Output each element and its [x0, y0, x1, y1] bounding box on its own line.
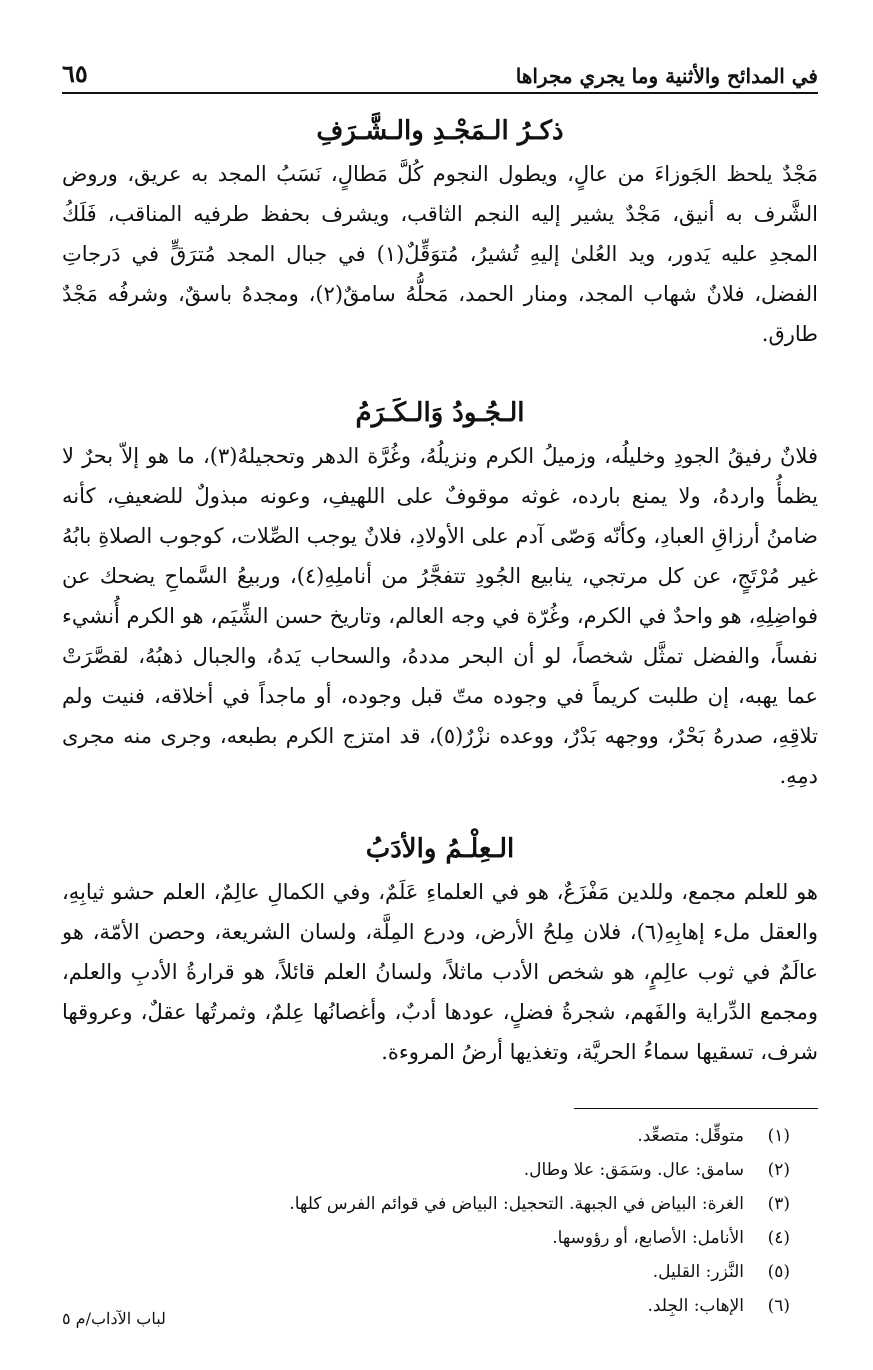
page-number: ٦٥ — [62, 59, 88, 88]
footnote-number: (٥) — [767, 1262, 790, 1282]
section-heading-generosity: الـجُـودُ وَالـكَـرَمُ — [355, 398, 525, 428]
footnote-number: (٣) — [767, 1194, 790, 1214]
section-paragraph-knowledge: هو للعلم مجمع، وللدين مَفْزَعٌ، هو في العلماءِ عَلَمٌ، وفي الكمالِ عالِمٌ، العلم حشو ثيابِهِ، والعقل ملء إهابِهِ(٦)، فلان مِلحُ الأرض، ودرع المِلَّة، ولسان الشريعة، وحصن الأمّة، هو عالَمٌ في ثوب عالِمٍ، هو شخص الأدب ماثلاً، ولسانُ العلم قائلاً، هو قرارةُ الأدبِ والعلم، ومجمع الدِّراية والفَهم، شجرةُ فضلٍ، عودها أدبٌ، وأغصانُها عِلمٌ، وثمرتُها عقلٌ، وعروقها شرف، تسقيها سماءُ الحريَّة، وتغذيها أرضُ المروءة. — [62, 880, 818, 1064]
footnote-number: (١) — [767, 1126, 790, 1146]
section-paragraph-generosity: فلانٌ رفيقُ الجودِ وخليلُه، وزميلُ الكرم ونزيلُهُ، وغُرَّة الدهر وتحجيلهُ(٣)، ما هو إلاّ بحرٌ لا يظمأُ واردهُ، ولا يمنع بارده، غوثه موقوفٌ على اللهيفِ، وعونه مبذولٌ للضعيفِ، كأنه ضامنُ أرزاقِ العبادِ، وكأنّه وَصّى آدم على الأولادِ، فلانٌ يوجب الصِّلات، كوجوب الصلاةِ بابُهُ غير مُرْتَجٍ، عن كل مرتجي، ينابيع الجُودِ تتفجَّرُ من أناملِهِ(٤)، وربيعُ السَّماحِ يضحك عن فواضِلِهِ، هو واحدٌ في الكرم، وغُرّة في وجه العالم، وتاريخ حسن الشِّيَم، هو الكرم أُنشيء نفساً، والفضل تمثَّل شخصاً، لو أن البحر مددهُ، والسحاب يَدهُ، والجبال ذهبُهُ، لقصَّرَتْ عما يهبه، إن طلبت كريماً في وجوده متّ قبل وجوده، أو ماجداً في أخلاقه، فنيت ولم تلاقِهِ، صدرهُ بَحْرٌ، ووجهه بَدْرٌ، ووعده نزْرٌ(٥)، قد امتزج الكرم بطبعه، وجرى منه مجرى دمِهِ. — [62, 444, 819, 788]
footnote-text: الأنامل: الأصابع، أو رؤوسها. — [552, 1228, 744, 1248]
footnote-text: النَّزر: القليل. — [652, 1262, 744, 1282]
footnote-text: سامق: عال. وسَمَق: علا وطال. — [523, 1160, 744, 1180]
section-heading-knowledge: الـعِلْـمُ والأدَبُ — [365, 834, 515, 864]
footnote-item — [62, 1119, 818, 1153]
printer-signature: لباب الآداب/م ٥ — [62, 1309, 166, 1328]
section-paragraph-glory: مَجْدٌ يلحظ الجَوزاءَ من عالٍ، ويطول النجوم كُلَّ مَطالٍ، نَسَبُ المجد به عريق، وروض الشَّرف به أنيق، مَجْدٌ يشير إليه النجم الثاقب، ويشرف بحفظ طرفيه المناقب، فَلَكُ المجدِ عليه يَدور، ويد العُلىٰ إليهِ تُشيرُ، مُتوَقِّلٌ(١) في جبال المجد مُترَقٍّ في دَرجاتِ الفضل، فلانٌ شهاب المجد، ومنار الحمد، مَحلُّهُ سامقٌ(٢)، ومجدهُ باسقٌ، وشرفُه مَجْدٌ طارق. — [62, 162, 818, 346]
book-page — [62, 48, 818, 1348]
running-title: في المدائح والأثنية وما يجري مجراها — [515, 64, 818, 88]
footnote-number: (٦) — [767, 1296, 790, 1316]
footnote-text: الإهاب: الجِلد. — [647, 1296, 744, 1316]
footnote-number: (٤) — [767, 1228, 790, 1248]
section-heading-glory: ذكـرُ الـمَجْـدِ والـشَّـرَفِ — [316, 116, 564, 146]
footnote-text: الغرة: البياض في الجبهة. التحجيل: البياض في قوائم الفرس كلها. — [289, 1194, 744, 1214]
running-header — [62, 48, 818, 94]
footnote-item — [62, 1221, 818, 1255]
footnote-number: (٢) — [767, 1160, 790, 1180]
footnote-item — [62, 1153, 818, 1187]
footnote-item — [62, 1187, 818, 1221]
footnotes-list — [62, 1119, 818, 1323]
footnote-text: متوقِّل: متصعِّد. — [637, 1126, 744, 1146]
footnote-divider — [574, 1108, 818, 1109]
footnote-item — [62, 1255, 818, 1289]
footnote-item — [62, 1289, 818, 1323]
